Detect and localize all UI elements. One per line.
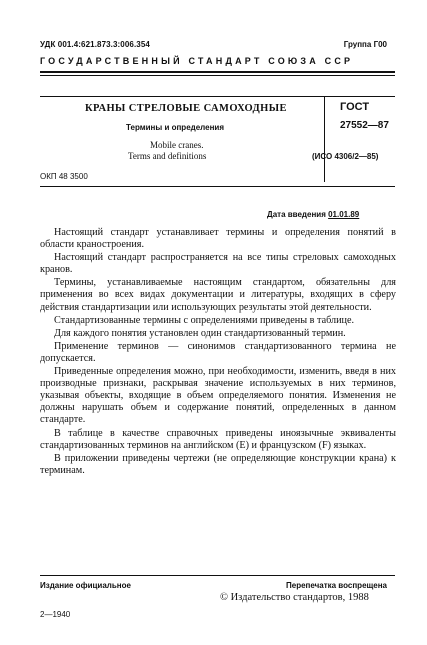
footer-rule [40, 575, 395, 576]
reprint-notice: Перепечатка воспрещена [286, 581, 387, 590]
paragraph: Для каждого понятия установлен один стандартизованный термин. [54, 327, 346, 339]
official-edition: Издание официальное [40, 581, 131, 590]
paragraph: Приведенные определения можно, при необходимости, изменить, введя в них производные признаки, раскрывая значение используемых в них терминов, указывая объекты, входящие в объем определяемого понятия. Изменения не должны нарушать объем и содержание понятий, определенных в данном стандарте. [40, 366, 396, 426]
iso-reference: (ИСО 4306/2—85) [312, 152, 379, 161]
header-rule-top [40, 71, 395, 73]
effective-date-value: 01.01.89 [328, 210, 360, 219]
paragraph: Применение терминов — синонимов стандартизованного термина не допускается. [40, 340, 396, 364]
title-block-bottom-rule [40, 186, 395, 187]
title-block-divider [324, 96, 325, 182]
paragraph: Термины, устанавливаемые настоящим стандартом, обязательны для применения во всех видах документации и литературы, входящих в сферу действия стандартизации или использующих результаты этой деятельности. [40, 277, 396, 313]
copyright: © Издательство стандартов, 1988 [220, 592, 369, 603]
okp-code: ОКП 48 3500 [40, 172, 88, 181]
header-rule-bottom [40, 75, 395, 76]
group-code: Группа Г00 [343, 40, 387, 49]
paragraph: В таблице в качестве справочных приведены иноязычные эквиваленты стандартизованных терминов на английском (E) и французском (F) языках. [40, 427, 396, 451]
effective-date-label: Дата введения [267, 210, 326, 219]
paragraph: Стандартизованные термины с определениями приведены в таблице. [54, 314, 355, 326]
gost-label: ГОСТ [340, 101, 370, 113]
page-id: 2—1940 [40, 610, 71, 619]
state-standard-title: ГОСУДАРСТВЕННЫЙ СТАНДАРТ СОЮЗА ССР [40, 56, 354, 66]
paragraph: Настоящий стандарт распространяется на все типы стреловых самоходных кранов. [40, 252, 396, 276]
paragraph: В приложении приведены чертежи (не определяющие конструкции крана) к терминам. [40, 452, 396, 476]
paragraph: Настоящий стандарт устанавливает термины и определения понятий в области краностроения. [40, 227, 396, 251]
title-block-top-rule [40, 96, 395, 97]
effective-date [267, 210, 359, 219]
udk-code: УДК 001.4:621.873.3:006.354 [40, 40, 150, 49]
standard-title: КРАНЫ СТРЕЛОВЫЕ САМОХОДНЫЕ [85, 103, 287, 114]
standard-subtitle: Термины и определения [126, 123, 225, 132]
body-text [40, 227, 396, 478]
standard-title-en: Mobile cranes. [150, 140, 204, 150]
gost-number: 27552—87 [340, 120, 389, 131]
standard-subtitle-en: Terms and definitions [128, 151, 207, 161]
